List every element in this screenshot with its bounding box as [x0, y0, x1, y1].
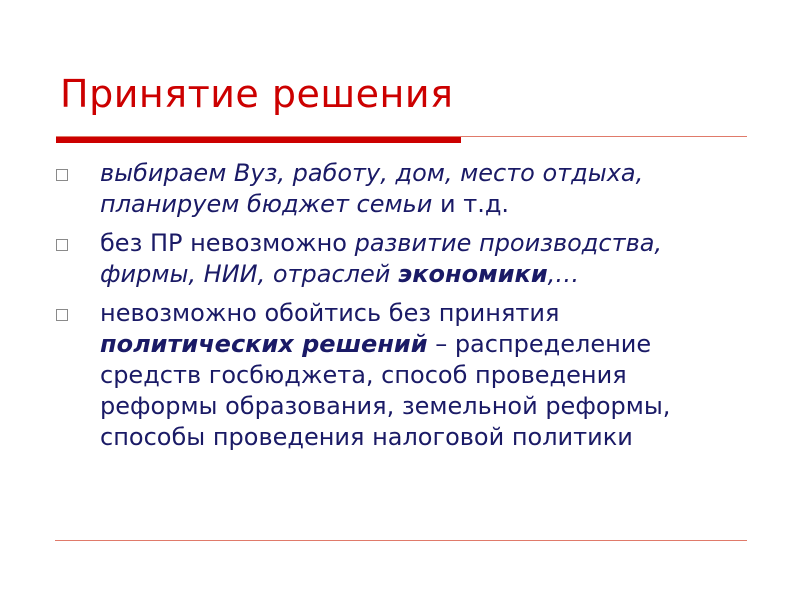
bullet-text-segment: выбираем Вуз, работу, дом, место отдыха, планируем бюджет семьи — [100, 159, 644, 218]
bullet-text-segment: развитие производства, фирмы, НИИ, отраслей — [100, 229, 663, 288]
bullet-item — [56, 298, 746, 453]
bullet-list — [56, 158, 746, 461]
slide-title: Принятие решения — [60, 72, 454, 116]
square-bullet-icon — [56, 309, 68, 321]
footer-rule — [55, 540, 747, 541]
bullet-item — [56, 228, 746, 290]
bullet-text-segment: – распределение средств госбюджета, способ проведения реформы образования, земельной реформы, способы проведения налоговой политики — [100, 330, 671, 451]
bullet-text-emphasis: экономики — [398, 260, 548, 288]
bullet-item — [56, 158, 746, 220]
bullet-text-segment: ,… — [547, 260, 580, 288]
square-bullet-icon — [56, 169, 68, 181]
bullet-text-segment: без ПР невозможно — [100, 229, 355, 257]
bullet-text-emphasis: политических решений — [100, 330, 428, 358]
bullet-text-segment: и т.д. — [432, 190, 510, 218]
bullet-text-segment: невозможно обойтись без принятия — [100, 299, 560, 327]
title-underline-accent — [56, 137, 461, 143]
square-bullet-icon — [56, 239, 68, 251]
